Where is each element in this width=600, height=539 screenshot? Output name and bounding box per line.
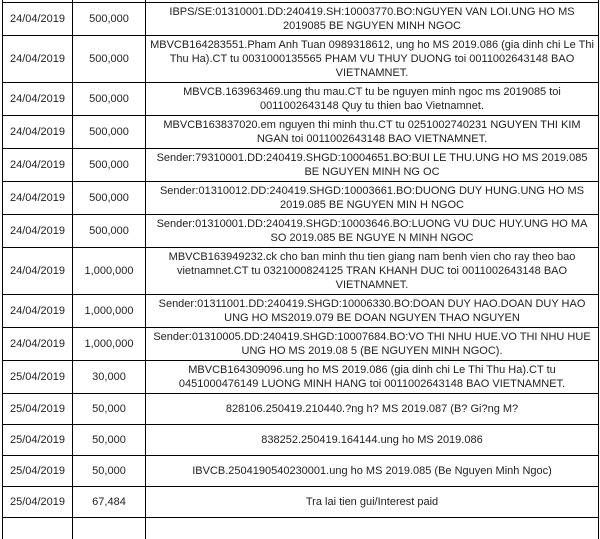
description-cell: Tra lai tien gui/Interest paid <box>146 486 599 517</box>
description-cell: Sender:01310012.DD:240419.SHGD:10003661.BO:DUONG DUY HUNG.UNG HO MS 2019.085 BE NGUYEN MIN H NGOC <box>146 181 599 214</box>
transactions-table <box>2 0 599 539</box>
description-cell: Sender:01310005.DD:240419.SHGD:10007684.BO:VO THI NHU HUE.VO THI NHU HUE UNG HO MS 2019.08 5 (BE NGUYEN MINH NGOC). <box>146 327 599 360</box>
date-cell: 25/04/2019 <box>3 486 73 517</box>
amount-cell: 500,000 <box>73 2 146 35</box>
amount-cell: 500,000 <box>73 214 146 247</box>
partial-cell <box>73 517 146 539</box>
transaction-row <box>3 115 599 148</box>
description-cell: MBVCB.163963469.ung thu mau.CT tu be nguyen minh ngoc ms 2019085 toi 0011002643148 Quy tu thien bao Vietnamnet. <box>146 82 599 115</box>
description-cell: MBVCB163949232.ck cho ban minh thu tien giang nam benh vien cho ray theo bao vietnamnet.CT tu 0321000824125 TRAN KHANH DUC toi 0011002643148 BAO VIETNAMNET. <box>146 247 599 294</box>
amount-cell: 30,000 <box>73 360 146 393</box>
amount-cell: 50,000 <box>73 424 146 455</box>
transaction-row <box>3 360 599 393</box>
amount-cell: 50,000 <box>73 455 146 486</box>
amount-cell: 500,000 <box>73 115 146 148</box>
transaction-row <box>3 2 599 35</box>
date-cell: 24/04/2019 <box>3 214 73 247</box>
description-cell: Sender:01311001.DD:240419.SHGD:10006330.BO:DOAN DUY HAO.DOAN DUY HAO UNG HO MS2019.079 BE DOAN NGUYEN THAO NGUYEN <box>146 294 599 327</box>
date-cell: 24/04/2019 <box>3 294 73 327</box>
transaction-row <box>3 486 599 517</box>
date-cell: 24/04/2019 <box>3 35 73 82</box>
date-cell: 25/04/2019 <box>3 455 73 486</box>
description-cell: 828106.250419.210440.?ng h? MS 2019.087 (B? Gi?ng M? <box>146 393 599 424</box>
date-cell: 25/04/2019 <box>3 393 73 424</box>
amount-cell: 67,484 <box>73 486 146 517</box>
description-cell: MBVCB164309096.ung ho MS 2019.086 (gia dinh chi Le Thi Thu Ha).CT tu 0451000476149 LUONG MINH HANG toi 0011002643148 BAO VIETNAMNET. <box>146 360 599 393</box>
partial-cell <box>3 517 73 539</box>
description-cell: Sender:79310001.DD:240419.SHGD:10004651.BO:BUI LE THU.UNG HO MS 2019.085 BE NGUYEN MINH NG OC <box>146 148 599 181</box>
amount-cell: 1,000,000 <box>73 294 146 327</box>
date-cell: 24/04/2019 <box>3 115 73 148</box>
date-cell: 24/04/2019 <box>3 181 73 214</box>
transaction-row <box>3 424 599 455</box>
amount-cell: 50,000 <box>73 393 146 424</box>
partial-cell <box>146 517 599 539</box>
description-cell: 838252.250419.164144.ung ho MS 2019.086 <box>146 424 599 455</box>
date-cell: 24/04/2019 <box>3 148 73 181</box>
transaction-row <box>3 181 599 214</box>
description-cell: IBVCB.2504190540230001.ung ho MS 2019.085 (Be Nguyen Minh Ngoc) <box>146 455 599 486</box>
transaction-row <box>3 35 599 82</box>
amount-cell: 500,000 <box>73 181 146 214</box>
transactions-body <box>3 0 599 539</box>
transaction-row <box>3 82 599 115</box>
description-cell: MBVCB163837020.em nguyen thi minh thu.CT tu 0251002740231 NGUYEN THI KIM NGAN toi 0011002643148 BAO VIETNAMNET. <box>146 115 599 148</box>
amount-cell: 500,000 <box>73 35 146 82</box>
amount-cell: 500,000 <box>73 148 146 181</box>
description-cell: MBVCB164283551.Pham Anh Tuan 0989318612, ung ho MS 2019.086 (gia dinh chi Le Thi Thu Ha).CT tu 0031000135565 PHAM VU THUY DUONG toi 0011002643148 BAO VIETNAMNET. <box>146 35 599 82</box>
transaction-row <box>3 294 599 327</box>
transaction-row <box>3 455 599 486</box>
description-cell: Sender:01310001.DD:240419.SHGD:10003646.BO:LUONG VU DUC HUY.UNG HO MA SO 2019.085 BE NGUYE N MINH NGOC <box>146 214 599 247</box>
amount-cell: 1,000,000 <box>73 247 146 294</box>
amount-cell: 500,000 <box>73 82 146 115</box>
description-cell: IBPS/SE:01310001.DD:240419.SH:10003770.BO:NGUYEN VAN LOI.UNG HO MS 2019085 BE NGUYEN MINH NGOC <box>146 2 599 35</box>
date-cell: 25/04/2019 <box>3 424 73 455</box>
transaction-row <box>3 247 599 294</box>
date-cell: 24/04/2019 <box>3 2 73 35</box>
transaction-row <box>3 327 599 360</box>
transaction-row <box>3 148 599 181</box>
transaction-row <box>3 214 599 247</box>
partial-row-bottom <box>3 517 599 539</box>
amount-cell: 1,000,000 <box>73 327 146 360</box>
date-cell: 25/04/2019 <box>3 360 73 393</box>
date-cell: 24/04/2019 <box>3 327 73 360</box>
transaction-row <box>3 393 599 424</box>
date-cell: 24/04/2019 <box>3 247 73 294</box>
date-cell: 24/04/2019 <box>3 82 73 115</box>
